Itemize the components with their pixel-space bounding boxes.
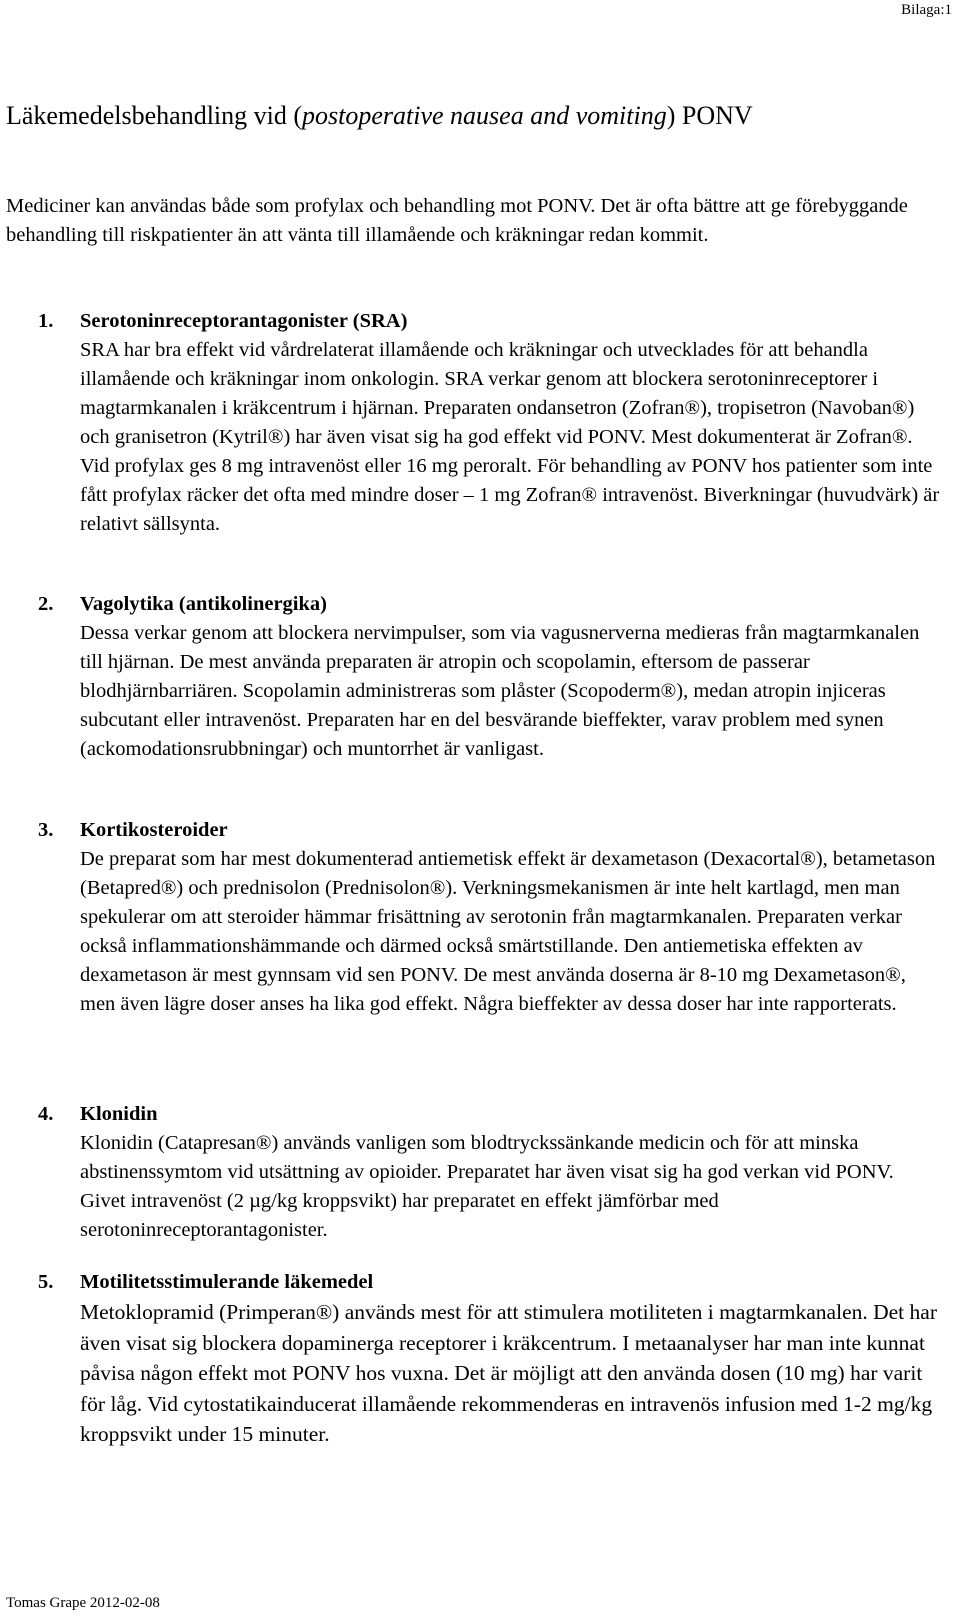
section-number: 5. [38, 1271, 54, 1293]
section-body: Dessa verkar genom att blockera nervimpulser, som via vagusnerverna medieras från magtarmkanalen till hjärnan. De mest använda preparaten är atropin och scopolamin, eftersom de passerar blodhjärnbarriären. Scopolamin administreras som plåster (Scopoderm®), medan atropin injiceras subcutant eller intravenöst. Preparaten har en del besvärande bieffekter, varav problem med synen (ackomodationsrubbningar) och muntorrhet är vanligast. [80, 622, 920, 760]
title-italic: postoperative nausea and vomiting [302, 101, 667, 130]
section-klonidin [38, 1100, 943, 1245]
section-body: Klonidin (Catapresan®) används vanligen som blodtryckssänkande medicin och för att minska abstinenssymtom vid utsättning av opioider. Preparatet har även visat sig ha god verkan vid PONV. Givet intravenöst (2 µg/kg kroppsvikt) har preparatet en effekt jämförbar med serotoninreceptorantagonister. [80, 1132, 894, 1241]
section-number: 1. [38, 310, 54, 332]
section-serotonin [38, 307, 943, 539]
section-body: Metoklopramid (Primperan®) används mest för att stimulera motiliteten i magtarmkanalen. Det har även visat sig blockera dopaminerga receptorer i kräkcentrum. I metaanalyser har man inte kunnat påvisa någon effekt mot PONV hos vuxna. Det är möjligt att den använda dosen (10 mg) har varit för låg. Vid cytostatikainducerat illamående rekommenderas en intravenös infusion med 1-2 mg/kg kroppsvikt under 15 minuter. [80, 1300, 937, 1446]
section-vagolytika [38, 590, 943, 764]
intro-paragraph: Mediciner kan användas både som profylax och behandling mot PONV. Det är ofta bättre att ge förebyggande behandling till riskpatienter än att vänta till illamående och kräkningar redan kommit. [6, 195, 908, 246]
footer-author-date: Tomas Grape 2012-02-08 [6, 1595, 160, 1611]
section-heading [38, 816, 943, 845]
title-suffix: ) PONV [666, 101, 753, 130]
section-body: De preparat som har mest dokumenterad antiemetisk effekt är dexametason (Dexacortal®), betametason (Betapred®) och prednisolon (Prednisolon®). Verkningsmekanismen är inte helt kartlagd, men man spekulerar om att steroider hämmar frisättning av serotonin från magtarmkanalen. Preparaten verkar också inflammationshämmande och därmed också smärtstillande. Den antiemetiska effekten av dexametason är mest gynnsam vid sen PONV. De mest använda doserna är 8-10 mg Dexametason®, men även lägre doser anses ha lika god effekt. Några bieffekter av dessa doser har inte rapporterats. [80, 848, 936, 1015]
section-number: 4. [38, 1103, 54, 1125]
section-number: 3. [38, 819, 54, 841]
title-prefix: Läkemedelsbehandling vid ( [6, 101, 303, 130]
section-title: Vagolytika (antikolinergika) [80, 593, 327, 615]
section-kortikosteroider [38, 816, 943, 1019]
section-title: Klonidin [80, 1103, 158, 1125]
section-heading [38, 307, 943, 336]
attachment-label: Bilaga:1 [901, 2, 952, 18]
section-heading [38, 590, 943, 619]
section-motilitet [38, 1268, 943, 1450]
section-number: 2. [38, 593, 54, 615]
section-heading [38, 1100, 943, 1129]
section-title: Serotoninreceptorantagonister (SRA) [80, 310, 408, 332]
section-title: Motilitetsstimulerande läkemedel [80, 1271, 374, 1293]
section-body: SRA har bra effekt vid vårdrelaterat illamående och kräkningar och utvecklades för att behandla illamående och kräkningar inom onkologin. SRA verkar genom att blockera serotoninreceptorer i magtarmkanalen i kräkcentrum i hjärnan. Preparaten ondansetron (Zofran®), tropisetron (Navoban®) och granisetron (Kytril®) har även visat sig ha god effekt vid PONV. Mest dokumenterat är Zofran®. Vid profylax ges 8 mg intravenöst eller 16 mg peroralt. För behandling av PONV hos patienter som inte fått profylax räcker det ofta med mindre doser – 1 mg Zofran® intravenöst. Biverkningar (huvudvärk) är relativt sällsynta. [80, 339, 940, 535]
section-heading [38, 1268, 943, 1297]
section-title: Kortikosteroider [80, 819, 228, 841]
page-title [6, 99, 946, 133]
